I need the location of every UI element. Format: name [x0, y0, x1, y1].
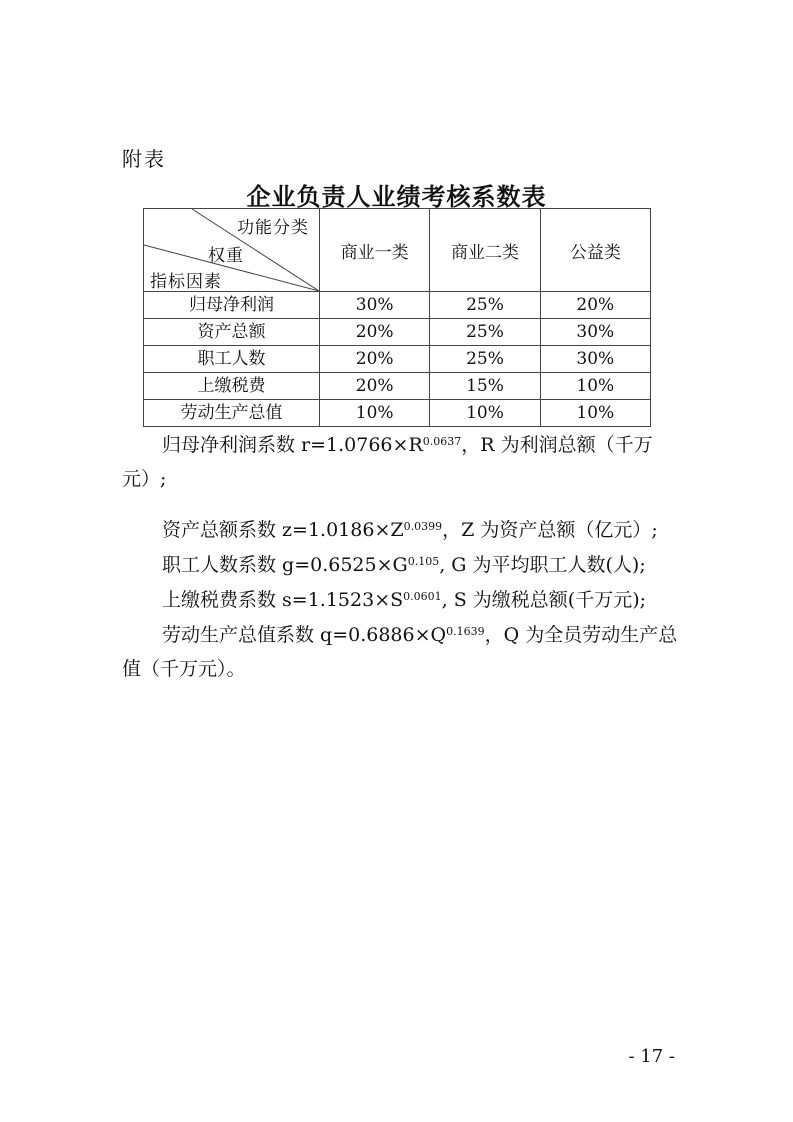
cell-value: 25%	[430, 346, 540, 373]
formula-employees: 职工人数系数 $g=0.6525\times G^{0.105}$, G 为平均职工人数(人);	[162, 554, 646, 576]
formula-taxes: 上缴税费系数 $s=1.1523\times S^{0.0601}$, S 为缴税总额(千万元);	[162, 589, 647, 611]
cell-value: 10%	[430, 400, 540, 427]
table-header-row	[144, 209, 651, 292]
row-label: 资产总额	[144, 319, 320, 346]
cell-value: 10%	[540, 373, 650, 400]
cell-value: 25%	[430, 292, 540, 319]
column-header: 公益类	[540, 209, 650, 292]
table-row	[144, 346, 651, 373]
cell-value: 30%	[320, 292, 430, 319]
cell-value: 25%	[430, 319, 540, 346]
cell-value: 20%	[320, 346, 430, 373]
page-number: - 17 -	[628, 1046, 675, 1067]
table-row	[144, 373, 651, 400]
cell-value: 10%	[320, 400, 430, 427]
appendix-label: 附表	[122, 147, 166, 171]
row-label: 职工人数	[144, 346, 320, 373]
diag-function-category: 功能分类	[237, 218, 309, 238]
formula-profit: 归母净利润系数 $r=1.0766\times R^{0.0637}$，R 为利润总额（千万元）;	[122, 434, 653, 490]
cell-value: 10%	[540, 400, 650, 427]
diag-weight: 权重	[208, 246, 244, 266]
row-label: 上缴税费	[144, 373, 320, 400]
table-row	[144, 292, 651, 319]
table-title: 企业负责人业绩考核系数表	[246, 182, 547, 211]
cell-value: 20%	[320, 373, 430, 400]
cell-value: 15%	[430, 373, 540, 400]
cell-value: 30%	[540, 319, 650, 346]
column-header: 商业二类	[430, 209, 540, 292]
diagonal-header-cell	[144, 209, 320, 292]
coefficient-table	[143, 208, 651, 427]
column-header: 商业一类	[320, 209, 430, 292]
cell-value: 30%	[540, 346, 650, 373]
cell-value: 20%	[540, 292, 650, 319]
formula-assets: 资产总额系数 $z=1.0186\times Z^{0.0399}$，Z 为资产总额（亿元）;	[162, 519, 658, 541]
table-row	[144, 319, 651, 346]
row-label: 劳动生产总值	[144, 400, 320, 427]
table-row	[144, 400, 651, 427]
cell-value: 20%	[320, 319, 430, 346]
row-label: 归母净利润	[144, 292, 320, 319]
diag-indicator-factor: 指标因素	[150, 272, 222, 292]
formula-productivity: 劳动生产总值系数 $q=0.6886\times Q^{0.1639}$，Q 为全员劳动生产总值（千万元）。	[122, 624, 678, 680]
